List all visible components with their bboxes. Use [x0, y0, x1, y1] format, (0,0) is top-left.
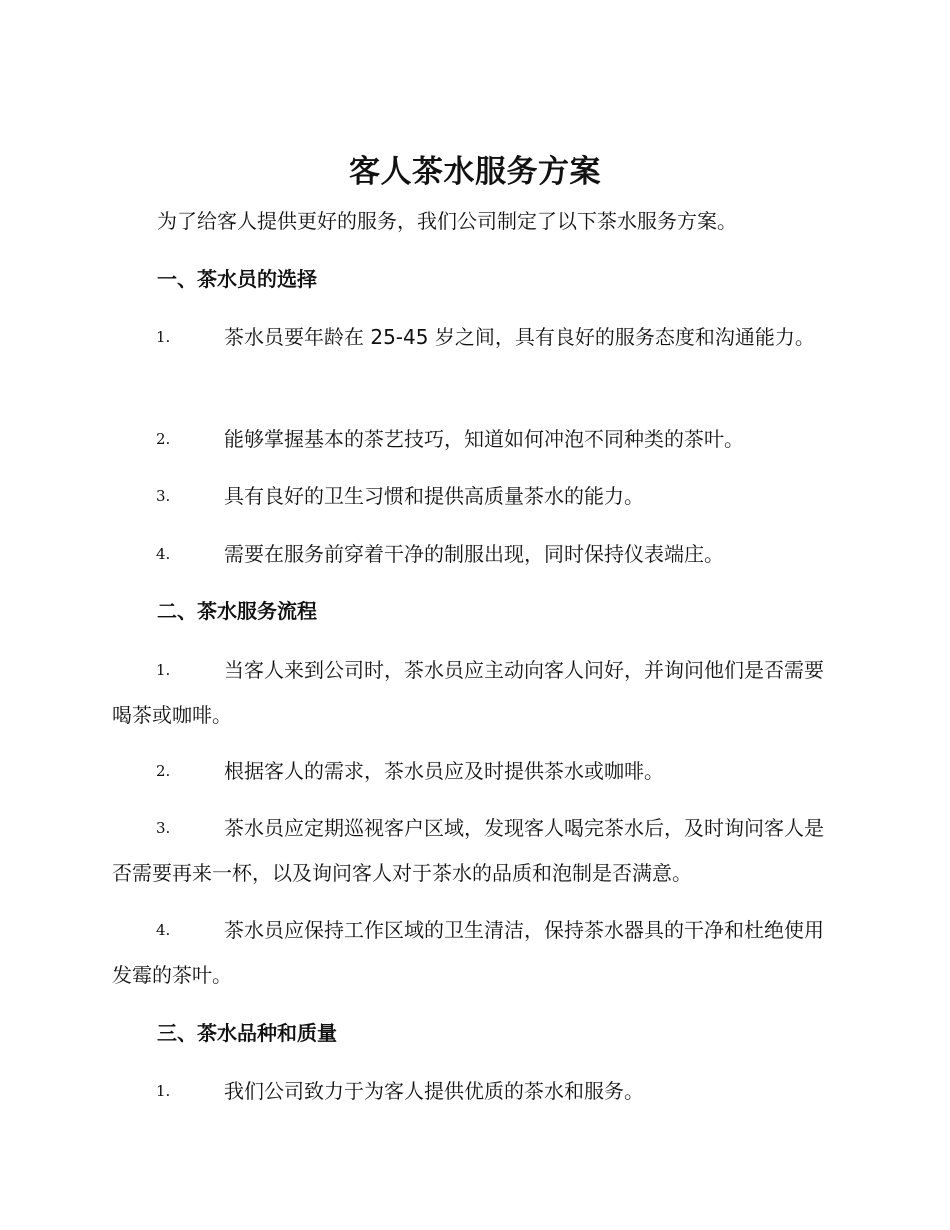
list-item-number: 1. [156, 661, 171, 679]
section-heading-2: 二、茶水服务流程 [157, 599, 317, 623]
list-item-text: 我们公司致力于为客人提供优质的茶水和服务。 [224, 1079, 644, 1103]
list-item-text: 根据客人的需求，茶水员应及时提供茶水或咖啡。 [224, 759, 664, 783]
list-item-number: 4. [156, 921, 171, 939]
list-item [112, 423, 837, 462]
list-item-number: 2. [156, 430, 171, 448]
list-item [112, 321, 837, 360]
list-item-text: 需要在服务前穿着干净的制服出现，同时保持仪表端庄。 [224, 542, 724, 566]
list-item [112, 812, 837, 896]
list-item [112, 914, 837, 998]
list-item-number: 1. [156, 1082, 171, 1100]
list-item [112, 755, 837, 794]
list-item-text: 当客人来到公司时，茶水员应主动向客人问好，并询问他们是否需要喝茶或咖啡。 [112, 658, 824, 727]
intro-paragraph: 为了给客人提供更好的服务，我们公司制定了以下茶水服务方案。 [157, 209, 737, 233]
list-item-text: 茶水员应保持工作区域的卫生清洁，保持茶水器具的干净和杜绝使用发霉的茶叶。 [112, 918, 824, 987]
list-item-number: 3. [156, 487, 171, 505]
list-item [112, 654, 837, 738]
list-item [112, 538, 837, 577]
list-item-number: 3. [156, 819, 171, 837]
list-item-number: 1. [156, 328, 171, 346]
list-item [112, 480, 837, 519]
list-item-text: 能够掌握基本的茶艺技巧，知道如何冲泡不同种类的茶叶。 [224, 427, 744, 451]
section-heading-1: 一、茶水员的选择 [157, 267, 317, 291]
document-title: 客人茶水服务方案 [349, 154, 601, 190]
section-heading-3: 三、茶水品种和质量 [157, 1021, 337, 1045]
list-item [112, 1075, 837, 1114]
list-item-text: 茶水员应定期巡视客户区域，发现客人喝完茶水后，及时询问客人是否需要再来一杯，以及询问客人对于茶水的品质和泡制是否满意。 [112, 816, 824, 885]
list-item-number: 4. [156, 545, 171, 563]
list-item-text: 具有良好的卫生习惯和提供高质量茶水的能力。 [224, 484, 644, 508]
list-item-text: 茶水员要年龄在 25-45 岁之间，具有良好的服务态度和沟通能力。 [224, 325, 815, 349]
list-item-number: 2. [156, 762, 171, 780]
